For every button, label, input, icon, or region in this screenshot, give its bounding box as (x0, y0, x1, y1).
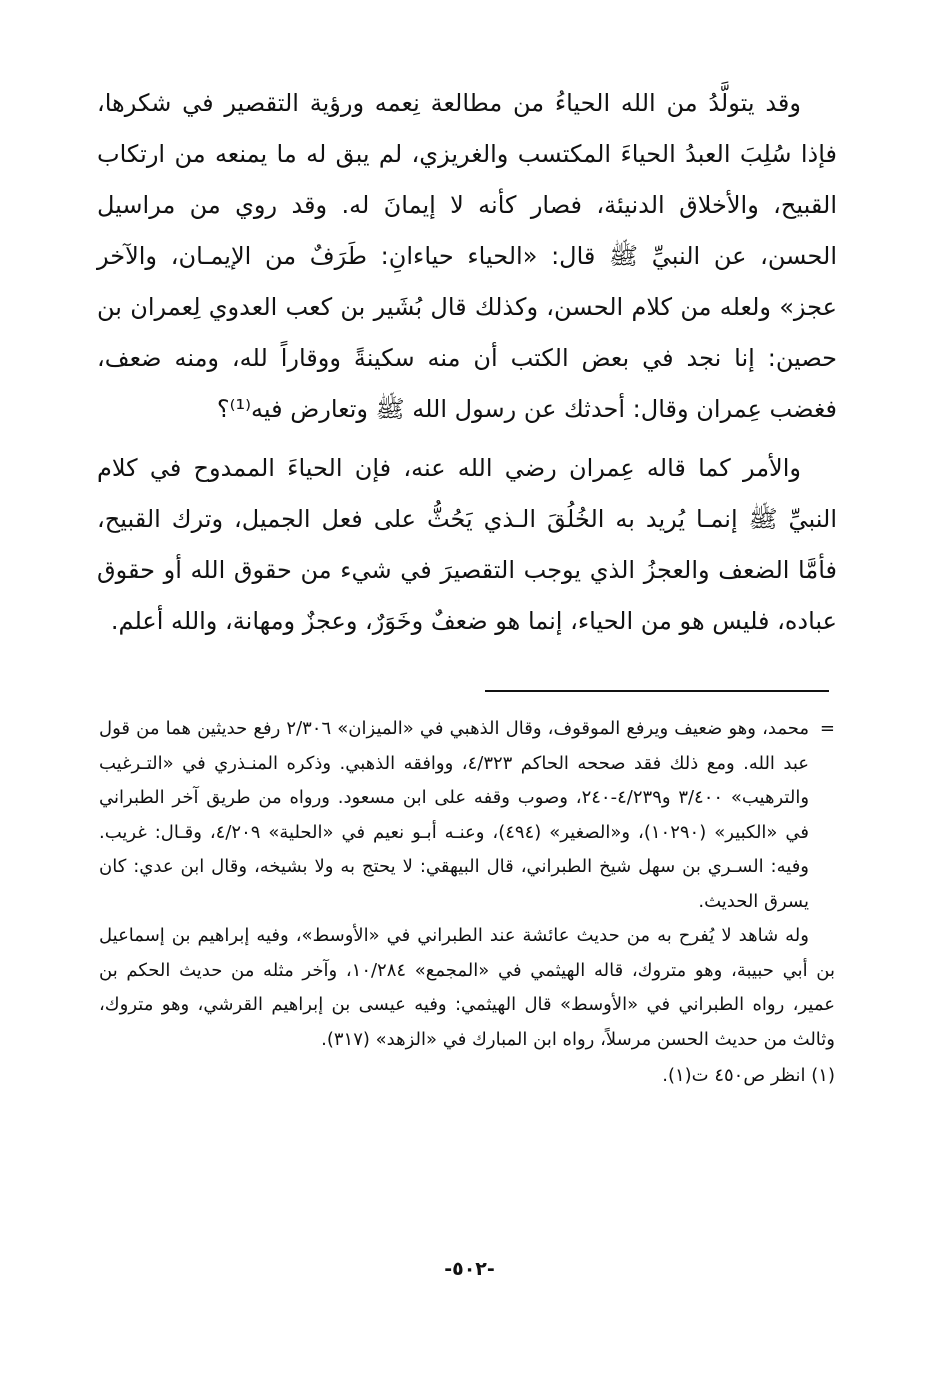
footnote-paragraph: وله شاهد لا يُفرح به من حديث عائشة عند الطبراني في «الأوسط»، وفيه إبراهيم بن إسماعيل بن أبي حبيبة، وهو متروك، قاله الهيثمي في «المجمع» ١٠/٢٨٤، وآخر مثله من حديث الحكم بن عمير، رواه الطبراني في «الأوسط» قال الهيثمي: وفيه عيسى بن إبراهيم القرشي، وهو متروك، وثالث من حديث الحسن مرسلاً، رواه ابن المبارك في «الزهد» (٣١٧). (99, 925, 835, 1050)
continuation-mark: = (819, 718, 835, 739)
footnote-separator (485, 690, 829, 692)
footnote-continuation-text: محمد، وهو ضعيف ويرفع الموقوف، وقال الذهبي في «الميزان» ٢/٣٠٦ رفع حديثين هما من قول عبد الله. ومع ذلك فقد صححه الحاكم ٤/٣٢٣، ووافقه الذهبي. وذكره المنـذري في «التـرغيب والترهيب» ٣/٤٠٠ و٤/٢٣٩-٢٤٠، وصوب وقفه على ابن مسعود. ورواه من طريق آخر الطبراني في «الكبير» (١٠٢٩٠)، و«الصغير» (٤٩٤)، وعنـه أبـو نعيم في «الحلية» ٤/٢٠٩، وقـال: غريب. وفيه: السـري بن سهل شيخ الطبراني، قال البيهقي: لا يحتج به ولا بشيخه، وقال ابن عدي: كان يسرق الحديث. (99, 718, 810, 912)
page-number: -٥٠٢- (444, 1258, 495, 1280)
main-paragraph-1: وقد يتولَّدُ من الله الحياءُ من مطالعة نِعمه ورؤية التقصير في شكرها، فإذا سُلِبَ العبدُ الحياءَ المكتسب والغريزي، لم يبق له ما يمنعه من ارتكاب القبيح، والأخلاق الدنيئة، فصار كأنه لا إيمانَ له. وقد روي من مراسيل الحسن، عن النبيِّ ﷺ قال: «الحياء حياءانِ: طَرَفٌ من الإيمـان، والآخر عجز» ولعله من كلام الحسن، وكذلك قال بُشَير بن كعب العدوي لِعمران بن حصين: إنا نجد في بعض الكتب أن منه سكينةً ووقاراً لله، ومنه ضعف، فغضب عِمران وقال: أحدثك عن رسول الله ﷺ وتعارض فيه⁽¹⁾؟ (97, 89, 837, 423)
main-text (97, 78, 837, 647)
footnote-continuation (99, 712, 835, 919)
footnotes (99, 712, 835, 1094)
main-paragraph-2: والأمر كما قاله عِمران رضي الله عنه، فإن الحياءَ الممدوح في كلام النبيِّ ﷺ إنمـا يُريد به الخُلُقَ الـذي يَحُثُّ على فعل الجميل، وترك القبيح، فأمَّا الضعف والعجزُ الذي يوجب التقصيرَ في شيء من حقوق الله أو حقوق عباده، فليس هو من الحياء، إنما هو ضعفٌ وخَوَرٌ، وعجزٌ ومهانة، والله أعلم. (97, 454, 837, 635)
footnote-1: (١) انظر ص٤٥٠ ت(١). (662, 1065, 835, 1086)
